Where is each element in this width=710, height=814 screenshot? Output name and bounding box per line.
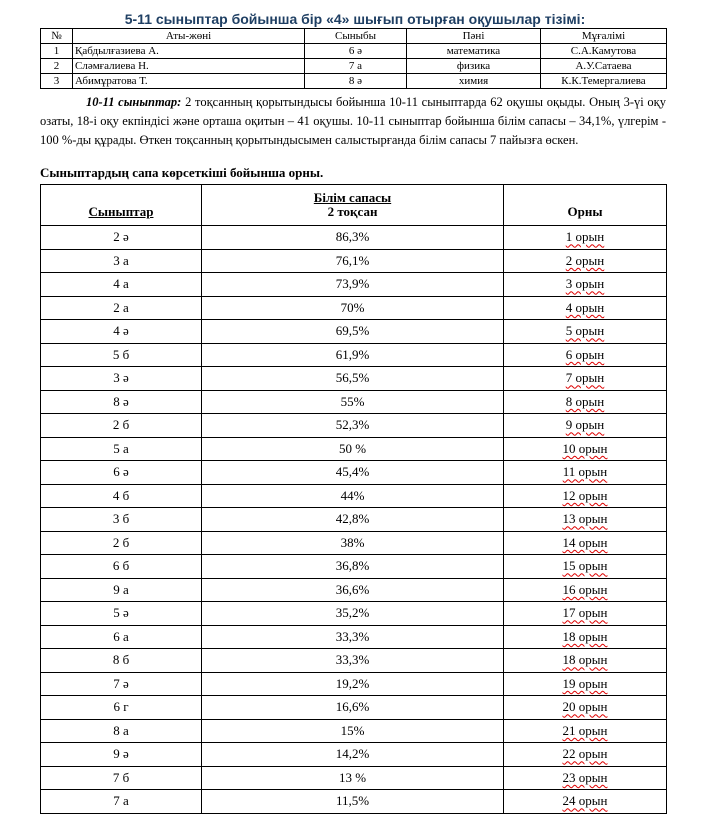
table-row xyxy=(41,437,667,461)
table-cell: 6 ә xyxy=(305,44,407,59)
table-cell xyxy=(504,719,667,743)
place-value: 18 орын xyxy=(562,628,608,644)
table-cell: химия xyxy=(407,74,541,89)
table-row xyxy=(41,766,667,790)
place-value: 1 орын xyxy=(565,229,605,245)
table-cell: 5 а xyxy=(41,437,202,461)
table-row xyxy=(41,578,667,602)
table-cell: 7 б xyxy=(41,766,202,790)
table-cell: 86,3% xyxy=(202,226,504,250)
table-cell: 61,9% xyxy=(202,343,504,367)
table-cell: 2 ә xyxy=(41,226,202,250)
place-value: 15 орын xyxy=(562,558,608,574)
place-value: 21 орын xyxy=(562,722,608,738)
students-table-header xyxy=(41,29,667,44)
table-cell xyxy=(504,602,667,626)
table-cell xyxy=(504,461,667,485)
place-value: 12 орын xyxy=(562,487,608,503)
table-row xyxy=(41,672,667,696)
table-cell: 3 ә xyxy=(41,367,202,391)
table-row xyxy=(41,790,667,814)
header-quality-line1: Білім сапасы xyxy=(313,190,392,205)
table-row xyxy=(41,555,667,579)
table-row xyxy=(41,743,667,767)
table-cell: 7 ә xyxy=(41,672,202,696)
table-row xyxy=(41,625,667,649)
table-cell: 7 а xyxy=(41,790,202,814)
table-cell xyxy=(504,649,667,673)
table-cell xyxy=(504,484,667,508)
table-cell xyxy=(504,531,667,555)
paragraph-text: 2 тоқсанның қорытындысы бойынша 10-11 сыныптарда 62 оқушы оқыды. Оның 3-үі оқу озаты, 18-і оқу екпіндісі және орташа оқитын – 41 оқушы. 10-11 сыныптар бойынша білім сапасы – 34,1%, үлгерім - 100 %-ды құрады. Өткен тоқсанның қорытындысымен салыстырғанда білім сапасы 7 пайызға өскен. xyxy=(40,95,666,147)
place-value: 9 орын xyxy=(565,417,605,433)
table-cell: Абимұратова Т. xyxy=(73,74,305,89)
table-cell: 76,1% xyxy=(202,249,504,273)
table-cell xyxy=(504,249,667,273)
header-classes: Сыныптар xyxy=(41,185,202,226)
place-value: 2 орын xyxy=(565,252,605,268)
place-value: 8 орын xyxy=(565,393,605,409)
table-cell: 2 б xyxy=(41,414,202,438)
summary-paragraph xyxy=(40,93,666,150)
table-cell: 3 б xyxy=(41,508,202,532)
place-value: 24 орын xyxy=(562,793,608,809)
table-cell: 5 ә xyxy=(41,602,202,626)
document-title: 5-11 сыныптар бойынша бір «4» шығып отырған оқушылар тізімі: xyxy=(124,11,586,27)
table-cell: 50 % xyxy=(202,437,504,461)
table-cell: 33,3% xyxy=(202,625,504,649)
table-cell: 8 б xyxy=(41,649,202,673)
place-value: 6 орын xyxy=(565,346,605,362)
table-cell: Қабдылғазиева А. xyxy=(73,44,305,59)
table-cell: 36,8% xyxy=(202,555,504,579)
table-row xyxy=(41,249,667,273)
table-cell xyxy=(504,390,667,414)
table-row xyxy=(41,44,667,59)
table-cell xyxy=(504,320,667,344)
table-row xyxy=(41,649,667,673)
table-row xyxy=(41,296,667,320)
table-row xyxy=(41,273,667,297)
table-cell: 73,9% xyxy=(202,273,504,297)
table-cell: 6 б xyxy=(41,555,202,579)
table-cell: 44% xyxy=(202,484,504,508)
table-cell xyxy=(504,766,667,790)
table-row xyxy=(41,390,667,414)
table-row xyxy=(41,367,667,391)
place-value: 10 орын xyxy=(562,440,608,456)
table-cell: математика xyxy=(407,44,541,59)
header-class: Сыныбы xyxy=(305,29,407,44)
place-value: 17 орын xyxy=(562,605,608,621)
quality-table-caption: Сыныптардың сапа көрсеткіші бойынша орны. xyxy=(40,165,324,180)
table-cell xyxy=(504,696,667,720)
table-cell: 35,2% xyxy=(202,602,504,626)
table-cell: 55% xyxy=(202,390,504,414)
header-quality-line2: 2 тоқсан xyxy=(327,204,378,219)
table-cell: 4 а xyxy=(41,273,202,297)
table-row xyxy=(41,531,667,555)
table-cell: 6 ә xyxy=(41,461,202,485)
table-cell: 7 а xyxy=(305,59,407,74)
table-row xyxy=(41,414,667,438)
table-row xyxy=(41,343,667,367)
place-value: 20 орын xyxy=(562,699,608,715)
table-cell: 45,4% xyxy=(202,461,504,485)
table-cell: 8 а xyxy=(41,719,202,743)
table-cell: 42,8% xyxy=(202,508,504,532)
table-cell: 11,5% xyxy=(202,790,504,814)
place-value: 5 орын xyxy=(565,323,605,339)
table-cell xyxy=(504,343,667,367)
table-row xyxy=(41,320,667,344)
quality-table xyxy=(40,184,667,814)
table-row xyxy=(41,484,667,508)
place-value: 19 орын xyxy=(562,675,608,691)
table-cell xyxy=(504,743,667,767)
table-row xyxy=(41,602,667,626)
table-cell: 8 ә xyxy=(305,74,407,89)
table-row xyxy=(41,719,667,743)
table-cell: 3 xyxy=(41,74,73,89)
place-value: 4 орын xyxy=(565,299,605,315)
place-value: 18 орын xyxy=(562,652,608,668)
header-place: Орны xyxy=(504,185,667,226)
students-table xyxy=(40,28,667,89)
place-value: 7 орын xyxy=(565,370,605,386)
table-cell: 9 а xyxy=(41,578,202,602)
place-value: 23 орын xyxy=(562,769,608,785)
table-cell: К.К.Темергалиева xyxy=(541,74,667,89)
table-cell xyxy=(504,625,667,649)
quality-table-header xyxy=(41,185,667,226)
table-row xyxy=(41,74,667,89)
table-cell: 13 % xyxy=(202,766,504,790)
table-cell: 15% xyxy=(202,719,504,743)
paragraph-lead: 10-11 сыныптар: xyxy=(86,95,182,109)
table-cell xyxy=(504,437,667,461)
table-cell: 36,6% xyxy=(202,578,504,602)
header-subject: Пәні xyxy=(407,29,541,44)
table-cell: 16,6% xyxy=(202,696,504,720)
table-row xyxy=(41,508,667,532)
table-cell: 6 г xyxy=(41,696,202,720)
header-name: Аты-жөні xyxy=(73,29,305,44)
table-cell: 2 xyxy=(41,59,73,74)
table-cell: 5 б xyxy=(41,343,202,367)
table-cell: С.А.Камутова xyxy=(541,44,667,59)
table-cell xyxy=(504,555,667,579)
table-cell: 69,5% xyxy=(202,320,504,344)
table-cell: 33,3% xyxy=(202,649,504,673)
table-cell: 9 ә xyxy=(41,743,202,767)
table-cell: 3 а xyxy=(41,249,202,273)
table-cell: 6 а xyxy=(41,625,202,649)
table-cell: 56,5% xyxy=(202,367,504,391)
table-cell xyxy=(504,508,667,532)
table-cell xyxy=(504,790,667,814)
table-row xyxy=(41,59,667,74)
table-cell: Сләмғалиева Н. xyxy=(73,59,305,74)
table-row xyxy=(41,696,667,720)
table-cell: А.У.Сатаева xyxy=(541,59,667,74)
table-cell xyxy=(504,226,667,250)
table-cell: 1 xyxy=(41,44,73,59)
table-cell: 4 б xyxy=(41,484,202,508)
table-cell xyxy=(504,296,667,320)
header-quality xyxy=(202,185,504,226)
table-row xyxy=(41,461,667,485)
header-teacher: Мұғалімі xyxy=(541,29,667,44)
table-cell xyxy=(504,672,667,696)
place-value: 14 орын xyxy=(562,534,608,550)
table-cell: 70% xyxy=(202,296,504,320)
table-cell: 52,3% xyxy=(202,414,504,438)
place-value: 11 орын xyxy=(562,464,608,480)
place-value: 13 орын xyxy=(562,511,608,527)
table-cell: физика xyxy=(407,59,541,74)
table-cell xyxy=(504,367,667,391)
table-cell xyxy=(504,578,667,602)
table-row xyxy=(41,226,667,250)
table-cell: 19,2% xyxy=(202,672,504,696)
header-number: № xyxy=(41,29,73,44)
place-value: 3 орын xyxy=(565,276,605,292)
table-cell: 38% xyxy=(202,531,504,555)
table-cell: 14,2% xyxy=(202,743,504,767)
table-cell xyxy=(504,414,667,438)
table-cell: 2 б xyxy=(41,531,202,555)
table-cell: 2 а xyxy=(41,296,202,320)
place-value: 22 орын xyxy=(562,746,608,762)
table-cell xyxy=(504,273,667,297)
place-value: 16 орын xyxy=(562,581,608,597)
table-cell: 4 ә xyxy=(41,320,202,344)
table-cell: 8 ә xyxy=(41,390,202,414)
